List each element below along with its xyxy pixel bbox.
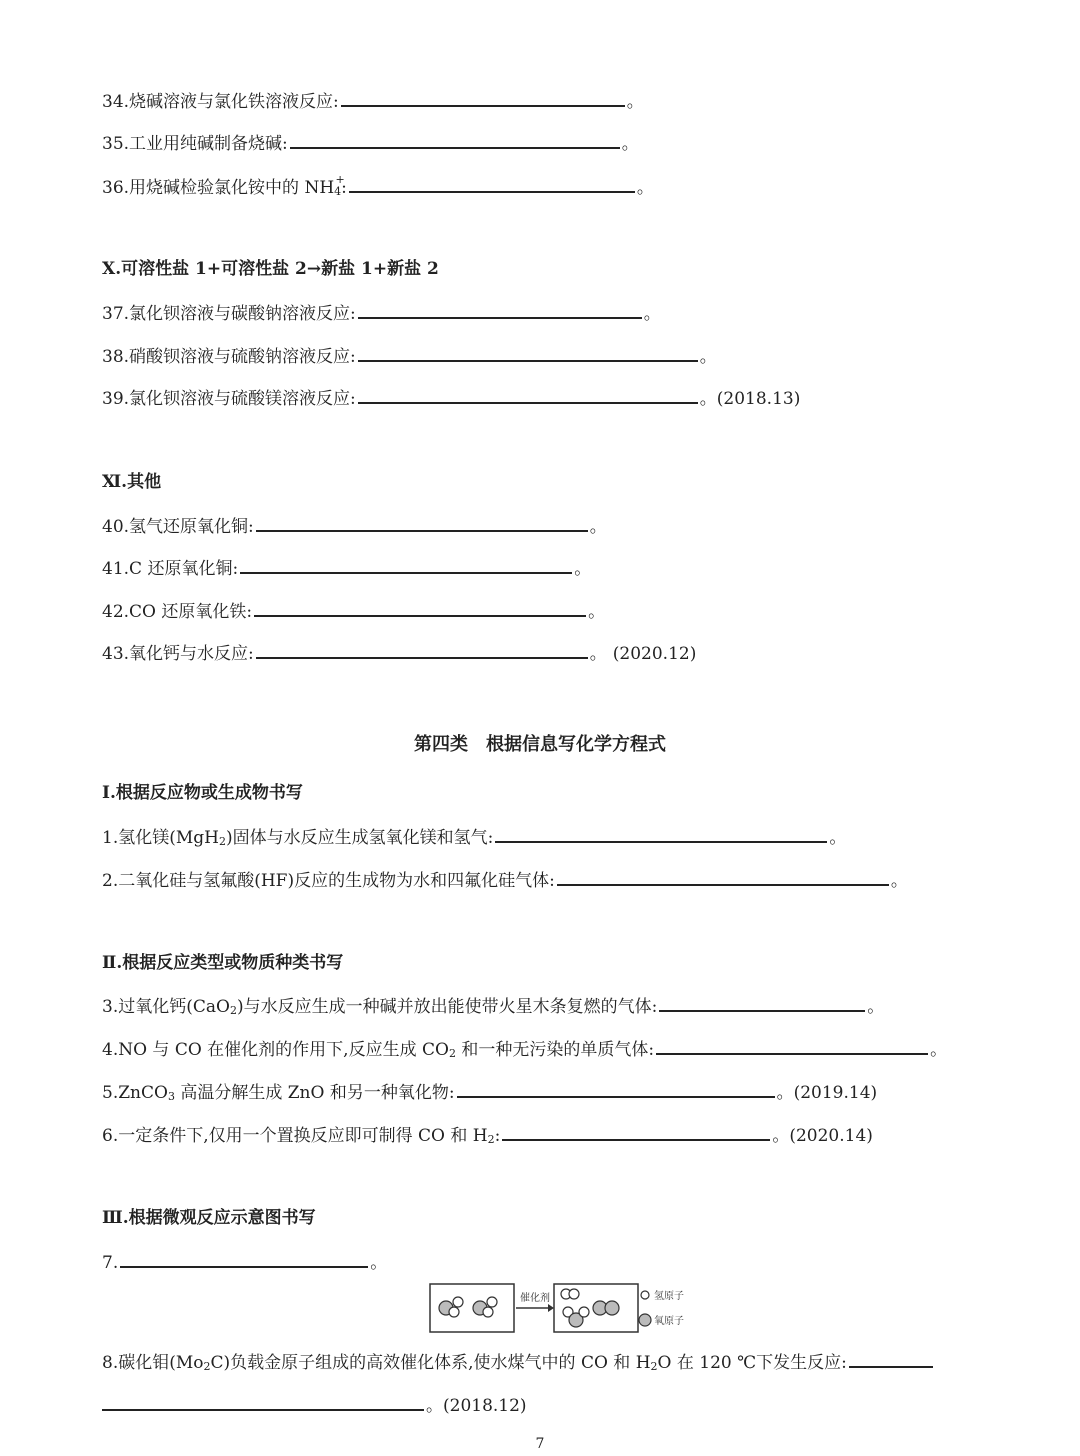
answer-blank-p4-3[interactable] <box>659 994 865 1012</box>
section-x-heading: Ⅹ.可溶性盐 1+可溶性盐 2→新盐 1+新盐 2 <box>102 259 439 279</box>
answer-blank-p4-8b[interactable] <box>102 1393 424 1411</box>
reactant-molecules <box>439 1297 497 1317</box>
answer-blank-p4-5[interactable] <box>457 1080 775 1098</box>
answer-blank-43[interactable] <box>256 641 588 659</box>
part4-sec3-heading: Ⅲ.根据微观反应示意图书写 <box>102 1208 316 1228</box>
part4-question-2: 2.二氧化硅与氢氟酸(HF)反应的生成物为水和四氟化硅气体: 。 <box>102 868 908 892</box>
part4-sec1-heading: Ⅰ.根据反应物或生成物书写 <box>102 783 303 803</box>
answer-blank-37[interactable] <box>358 301 642 319</box>
answer-blank-36[interactable] <box>349 175 635 193</box>
answer-blank-42[interactable] <box>254 599 586 617</box>
product-molecules <box>561 1289 619 1327</box>
section-xi-heading: Ⅺ.其他 <box>102 472 162 492</box>
hydrogen-legend-label: 氢原子 <box>654 1291 684 1302</box>
part4-question-6: 6.一定条件下,仅用一个置换反应即可制得 CO 和 H2: 。(2020.14) <box>102 1123 873 1151</box>
question-38: 38.硝酸钡溶液与硫酸钠溶液反应: 。 <box>102 344 717 368</box>
question-42: 42.CO 还原氧化铁: 。 <box>102 599 605 623</box>
answer-blank-p4-8a[interactable] <box>849 1350 933 1368</box>
answer-blank-34[interactable] <box>341 89 625 107</box>
question-37: 37.氯化钡溶液与碳酸钠溶液反应: 。 <box>102 301 661 325</box>
part4-title: 第四类 根据信息写化学方程式 <box>414 734 666 755</box>
answer-blank-41[interactable] <box>240 556 572 574</box>
hydrogen-legend-icon <box>641 1291 649 1299</box>
question-39: 39.氯化钡溶液与硫酸镁溶液反应: 。(2018.13) <box>102 386 800 410</box>
part4-question-7: 7. 。 <box>102 1250 387 1274</box>
part4-question-4: 4.NO 与 CO 在催化剂的作用下,反应生成 CO2 和一种无污染的单质气体: 。 <box>102 1037 947 1065</box>
answer-blank-p4-7[interactable] <box>120 1250 368 1268</box>
page-number: 7 <box>535 1436 545 1452</box>
answer-blank-p4-4[interactable] <box>656 1037 928 1055</box>
question-41: 41.C 还原氧化铜: 。 <box>102 556 591 580</box>
ammonium-formula: NH4 + <box>304 173 345 198</box>
answer-blank-39[interactable] <box>358 386 698 404</box>
catalyst-label: 催化剂 <box>520 1293 550 1304</box>
answer-blank-p4-1[interactable] <box>495 825 827 843</box>
answer-blank-35[interactable] <box>290 131 620 149</box>
answer-blank-p4-2[interactable] <box>557 868 889 886</box>
question-43: 43.氧化钙与水反应: 。 (2020.12) <box>102 641 696 665</box>
answer-blank-40[interactable] <box>256 514 588 532</box>
answer-blank-p4-6[interactable] <box>502 1123 770 1141</box>
question-36: 36.用烧碱检验氯化铵中的 NH4 + : 。 <box>102 175 654 203</box>
part4-question-3: 3.过氧化钙(CaO2)与水反应生成一种碱并放出能使带火星木条复燃的气体: 。 <box>102 994 884 1022</box>
part4-question-5: 5.ZnCO3 高温分解生成 ZnO 和另一种氧化物: 。(2019.14) <box>102 1080 877 1108</box>
part4-question-8: 8.碳化钼(Mo2C)负载金原子组成的高效催化体系,使水煤气中的 CO 和 H2O 在 120 ℃下发生反应: <box>102 1350 935 1378</box>
part4-question-1: 1.氢化镁(MgH2)固体与水反应生成氢氧化镁和氢气: 。 <box>102 825 846 853</box>
question-35: 35.工业用纯碱制备烧碱: 。 <box>102 131 639 155</box>
question-34: 34.烧碱溶液与氯化铁溶液反应: 。 <box>102 89 644 113</box>
oxygen-legend-label: 氧原子 <box>654 1316 684 1327</box>
part4-question-8-cont: 。(2018.12) <box>102 1393 527 1417</box>
answer-blank-38[interactable] <box>358 344 698 362</box>
micro-reaction-diagram <box>428 1282 698 1336</box>
question-40: 40.氢气还原氧化铜: 。 <box>102 514 607 538</box>
part4-sec2-heading: Ⅱ.根据反应类型或物质种类书写 <box>102 953 344 973</box>
oxygen-legend-icon <box>639 1314 651 1326</box>
